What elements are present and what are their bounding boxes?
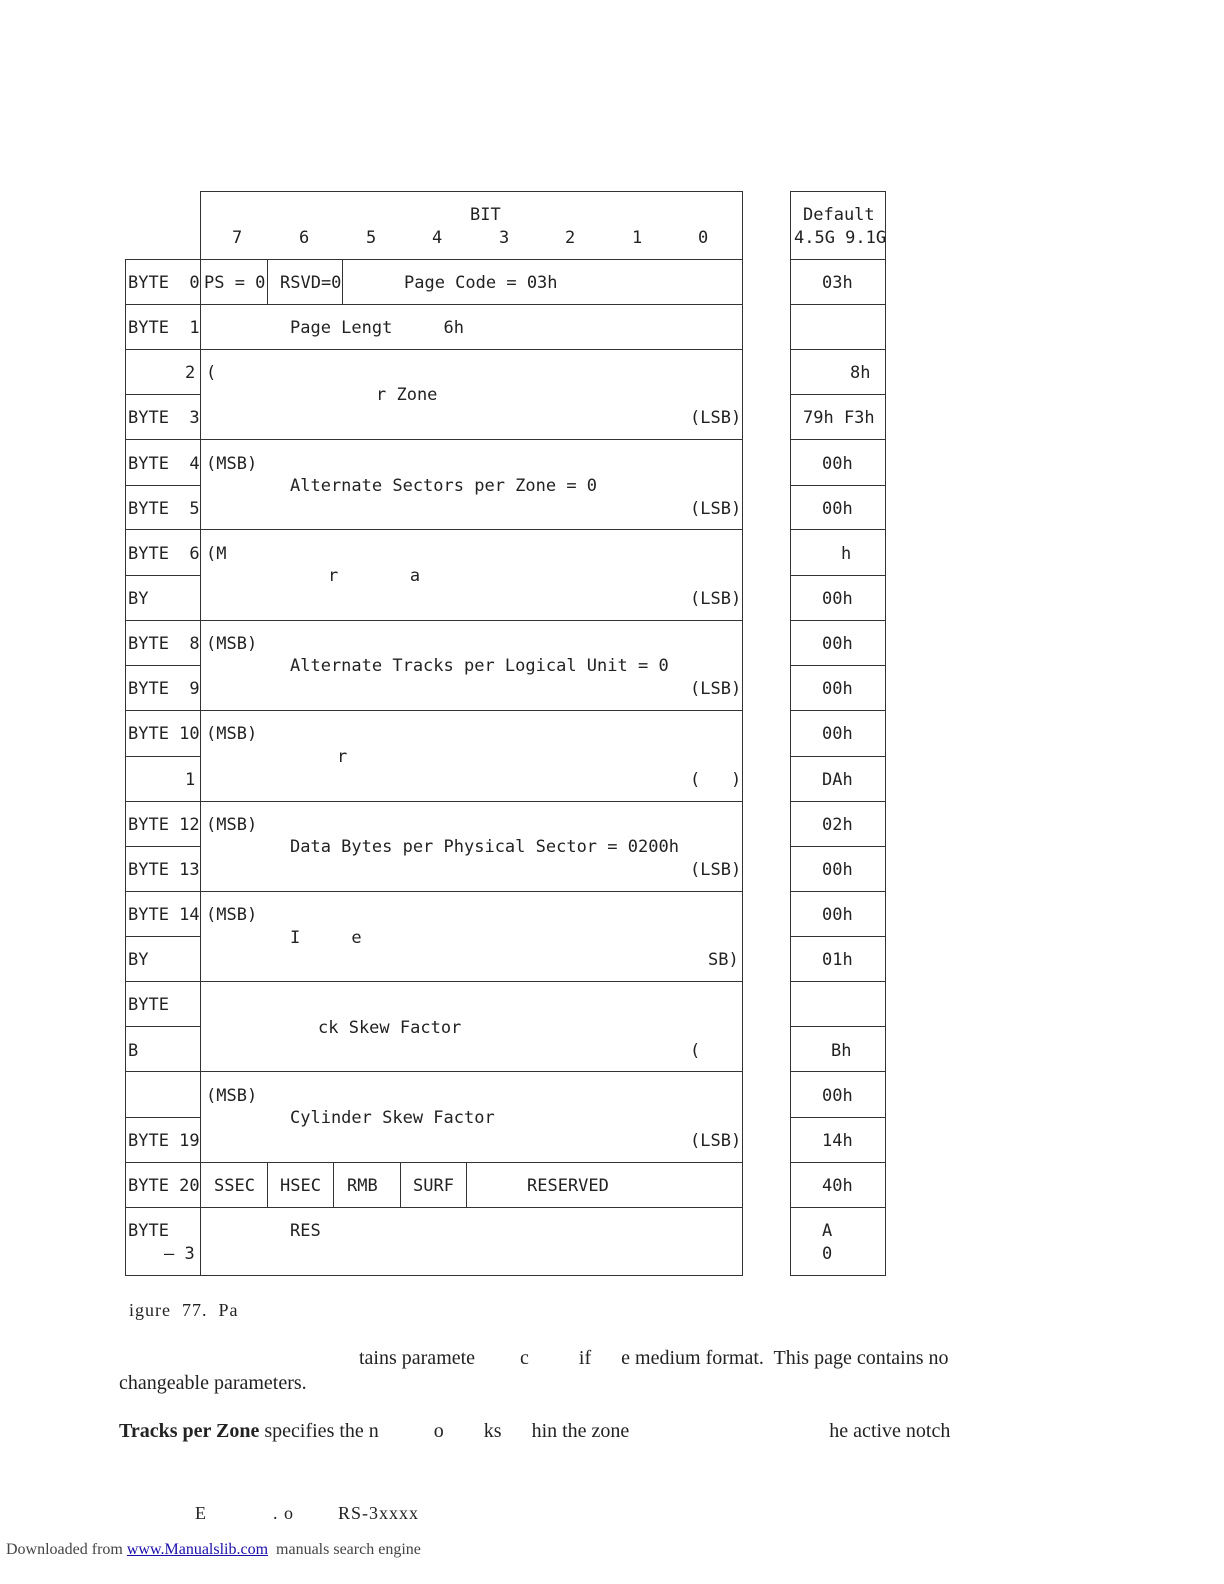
bit-2: 2	[565, 228, 576, 248]
default-header: Default	[803, 205, 875, 225]
byte-label: BYTE 13	[128, 860, 200, 880]
byte-label: BYTE 10	[128, 724, 200, 744]
byte-label: BYTE 1	[128, 318, 200, 338]
byte-label: B	[128, 1041, 139, 1061]
sectors-per-track-field: r	[337, 747, 348, 767]
default-header-capacities: 4.5G 9.1G	[794, 228, 887, 248]
lsb-marker: (LSB)	[690, 589, 742, 609]
default-value: 79h F3h	[803, 408, 875, 428]
hsec-field: HSEC	[280, 1176, 321, 1196]
paragraph-1-line-2: changeable parameters.	[119, 1372, 307, 1394]
msb-marker: (MSB)	[206, 1086, 258, 1106]
default-value: 14h	[822, 1131, 853, 1151]
page-code-field: Page Code = 03h	[404, 273, 558, 293]
default-value: Bh	[831, 1041, 852, 1061]
default-value: 8h	[850, 363, 871, 383]
byte-label: — 3	[164, 1244, 195, 1264]
cylinder-skew-field: Cylinder Skew Factor	[290, 1108, 495, 1128]
figure-caption: igure 77. Pa	[129, 1300, 239, 1320]
default-value: 00h	[822, 589, 853, 609]
msb-marker: (MSB)	[206, 905, 258, 925]
default-value: 00h	[822, 499, 853, 519]
alternate-tracks-zone-field: r a	[328, 566, 421, 586]
default-value: 01h	[822, 950, 853, 970]
bit-4: 4	[432, 228, 443, 248]
default-value: 0	[822, 1244, 833, 1264]
default-value: h	[841, 544, 852, 564]
lsb-marker: (LSB)	[690, 408, 742, 428]
msb-marker: (MSB)	[206, 815, 258, 835]
alternate-sectors-field: Alternate Sectors per Zone = 0	[290, 476, 598, 496]
byte-label: BYTE 14	[128, 905, 200, 925]
data-bytes-field: Data Bytes per Physical Sector = 0200h	[290, 837, 679, 857]
default-value: 00h	[822, 454, 853, 474]
rmb-field: RMB	[347, 1176, 378, 1196]
download-footer	[6, 1541, 421, 1559]
paragraph-2	[119, 1420, 950, 1443]
default-value: 00h	[822, 679, 853, 699]
msb-marker: (MSB)	[206, 634, 258, 654]
default-value: 00h	[822, 634, 853, 654]
default-value: DAh	[822, 770, 853, 790]
tracks-per-zone-term: Tracks per Zone	[119, 1420, 260, 1442]
byte-label: BYTE 8	[128, 634, 200, 654]
ps-field: PS = 0	[204, 273, 266, 293]
byte-label: BYTE 6	[128, 544, 200, 564]
byte-label: BY	[128, 950, 149, 970]
msb-marker: (	[206, 363, 217, 383]
interleave-field: I e	[290, 928, 362, 948]
byte-label: BYTE 3	[128, 408, 200, 428]
msb-marker: (MSB)	[206, 454, 258, 474]
default-value: 00h	[822, 724, 853, 744]
lsb-marker: (LSB)	[690, 499, 742, 519]
byte-label: BYTE 12	[128, 815, 200, 835]
byte-label: BYTE	[128, 995, 169, 1015]
bit-0: 0	[698, 228, 709, 248]
default-value: 02h	[822, 815, 853, 835]
bit-header-title: BIT	[470, 205, 501, 225]
reserved-bytes-field: RES	[290, 1221, 321, 1241]
reserved-field: RESERVED	[527, 1176, 609, 1196]
default-value: A	[822, 1221, 833, 1241]
page-footer: E . o RS-3xxxx	[195, 1503, 420, 1523]
default-value: 40h	[822, 1176, 853, 1196]
byte-label: BYTE 19	[128, 1131, 200, 1151]
byte-label: BY	[128, 589, 149, 609]
byte-label: 2	[185, 363, 196, 383]
lsb-marker: ( )	[690, 770, 742, 790]
lsb-marker: (LSB)	[690, 860, 742, 880]
msb-marker: (MSB)	[206, 724, 258, 744]
tracks-per-zone-field: r Zone	[376, 385, 438, 405]
page-length-field: Page Lengt 6h	[290, 318, 464, 338]
bit-1: 1	[632, 228, 643, 248]
default-value: 00h	[822, 905, 853, 925]
default-value: 00h	[822, 1086, 853, 1106]
surf-field: SURF	[413, 1176, 454, 1196]
alternate-tracks-lun-field: Alternate Tracks per Logical Unit = 0	[290, 656, 669, 676]
ssec-field: SSEC	[214, 1176, 255, 1196]
bit-7: 7	[232, 228, 243, 248]
paragraph-1-line-1: tains paramete c if e medium format. This page contains no	[359, 1347, 949, 1369]
lsb-marker: (LSB)	[690, 1131, 742, 1151]
default-value: 03h	[822, 273, 853, 293]
download-prefix: Downloaded from	[6, 1541, 127, 1558]
bit-3: 3	[499, 228, 510, 248]
track-skew-field: ck Skew Factor	[318, 1018, 462, 1038]
byte-label: BYTE 9	[128, 679, 200, 699]
bit-6: 6	[299, 228, 310, 248]
byte-label: BYTE 0	[128, 273, 200, 293]
lsb-marker: (LSB)	[690, 679, 742, 699]
default-value: 00h	[822, 860, 853, 880]
byte-label: 1	[185, 770, 196, 790]
byte-label: BYTE 5	[128, 499, 200, 519]
paragraph-2-text: specifies the n o ks hin the zone he active notch	[259, 1420, 951, 1442]
lsb-marker: SB)	[708, 950, 739, 970]
lsb-marker: (	[690, 1041, 701, 1061]
download-suffix: manuals search engine	[268, 1541, 421, 1558]
msb-marker: (M	[206, 544, 227, 564]
byte-label: BYTE 4	[128, 454, 200, 474]
byte-label: BYTE 20	[128, 1176, 200, 1196]
byte-label: BYTE	[128, 1221, 169, 1241]
rsvd-field: RSVD=0	[280, 273, 342, 293]
manualslib-link[interactable]: www.Manualslib.com	[126, 1541, 269, 1558]
bit-5: 5	[366, 228, 377, 248]
